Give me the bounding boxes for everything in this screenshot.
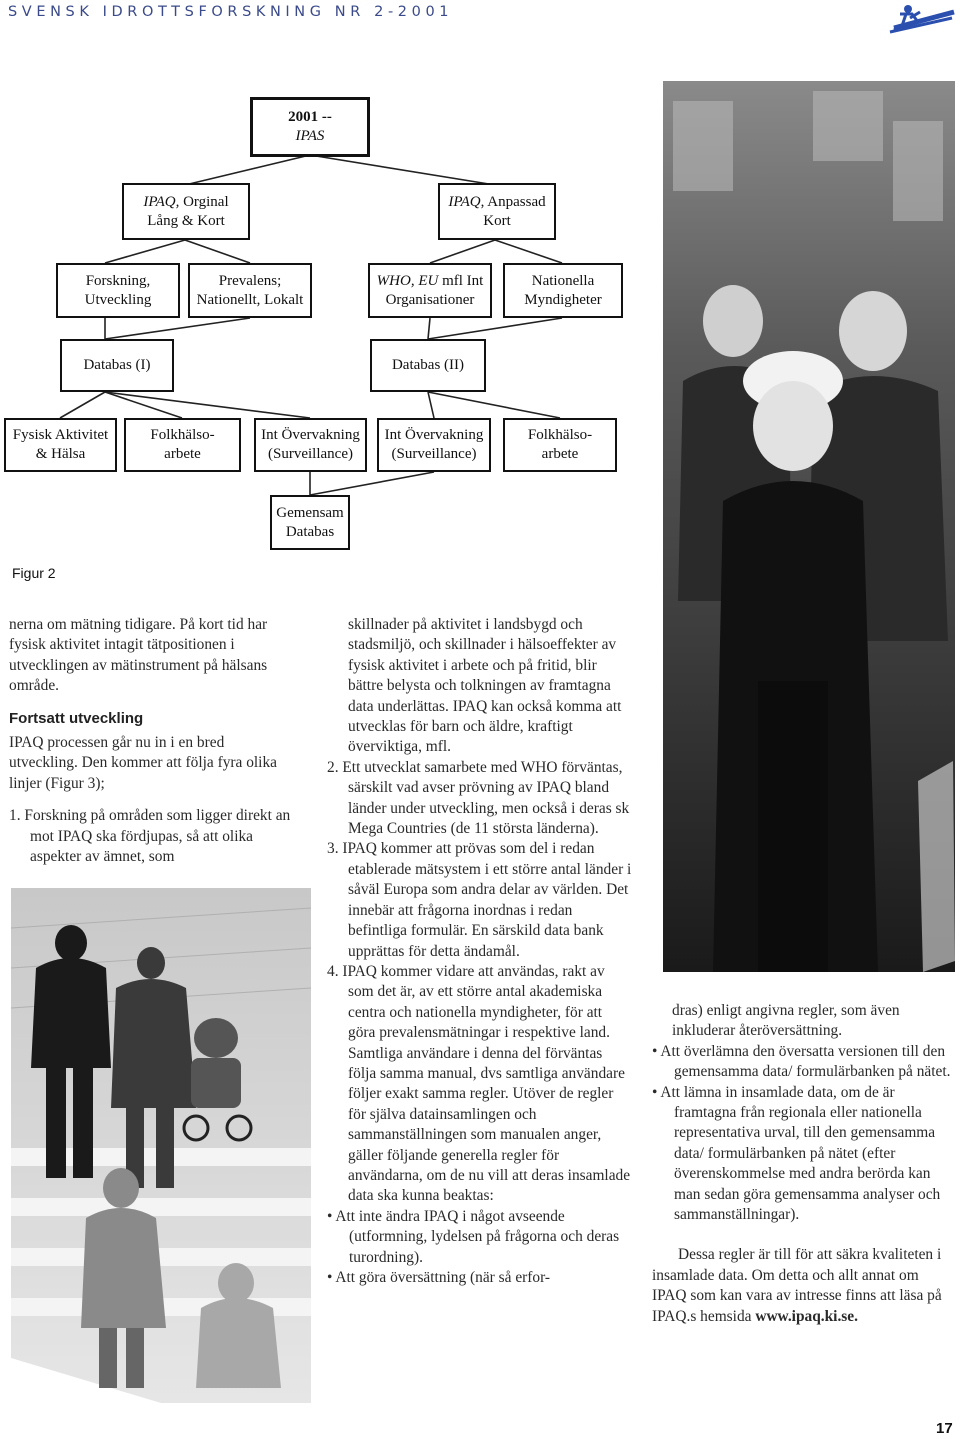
pedestrians-photo: [663, 81, 955, 972]
numbered-item: 4. IPAQ kommer vidare att användas, rakt av som det är, av ett större antal akademiska centra och nationella myndigheter, för att göra prevalensmätningar i respektive land. Samtliga användare i denna del förväntas följa samma manual, dvs samtliga användare följer exakt samma regler. Utöver de regler för själva datainsamlingen och sammanställningen som manualen anger, gäller följande generella regler för användarna, om de nu vill att deras insamlade data ska kunna beaktas:: [327, 962, 631, 1205]
node-text: Kort: [483, 212, 511, 229]
diagram-node-public-health-2: [503, 418, 617, 472]
node-text: IPAQ, Anpassad: [448, 193, 546, 210]
paragraph: skillnader på aktivitet i landsbygd och stadsmiljö, och skillnader i hälsoeffekter av fysisk aktivitet i arbete och på fritid, blir bättre belysta och tolkningen av framtagna data underlättas. IPAQ kan också komma att utvecklas för barn och äldre, kraftigt överviktiga, mfl.: [348, 616, 622, 756]
node-text: Gemensam: [276, 504, 344, 521]
diagram-node-who-eu: [368, 263, 492, 318]
paragraph-text: Dessa regler är till för att säkra kvaliteten i insamlade data. Om detta och allt annat om IPAQ som kan vara av intresse finns att läsa på IPAQ.s hemsida: [652, 1246, 942, 1325]
paragraph: dras) enligt angivna regler, som även inkluderar återöversättning.: [672, 1002, 900, 1040]
diagram-node-research: [56, 263, 180, 318]
bullet-item: • Att göra översättning (när så erfor-: [327, 1269, 551, 1286]
journal-header: SVENSK IDROTTSFORSKNING NR 2-2001: [8, 4, 454, 20]
node-text: Folkhälso-: [527, 427, 593, 443]
figure-caption: Figur 2: [12, 565, 56, 581]
diagram-node-prevalence: [188, 263, 312, 318]
bullet-item: • Att inte ändra IPAQ i något avseende (utformning, lydelsen på frågorna och deras turordning).: [327, 1207, 620, 1266]
diagram-node-2001-ipas: [250, 97, 370, 157]
paragraph: [652, 1245, 954, 1327]
diagram-node-surveillance-1: [254, 418, 367, 472]
node-text: arbete: [541, 446, 579, 462]
node-text: (Surveillance): [391, 446, 477, 462]
bullet-item: • Att överlämna den översatta versionen till den gemensamma data/ formulärbanken på nätet.: [652, 1042, 951, 1081]
bullet-item: • Att lämna in insamlade data, om de är framtagna från regionala eller nationella representativa urval, till den gemensamma data/ formulärbanken på nätet (efter överenskommelse med andra berörda kan man sedan göra gemensamma analyser och sammanställningar).: [652, 1083, 941, 1224]
node-text: IPAS: [295, 128, 325, 144]
node-text: Int Övervakning: [384, 427, 484, 443]
node-text: Folkhälso-: [150, 427, 215, 443]
node-text: Forskning,: [85, 272, 151, 289]
node-text: Nationellt, Lokalt: [196, 291, 304, 308]
node-text: Databas (I): [83, 357, 151, 373]
node-text: Fysisk Aktivitet: [12, 427, 109, 443]
page-number: 17: [936, 1420, 953, 1437]
node-text: Databas (II): [391, 357, 465, 373]
diagram-node-common-database: [270, 495, 350, 550]
node-text: Utveckling: [84, 291, 152, 308]
node-text: Prevalens;: [218, 272, 282, 289]
diagram-node-database-1: [60, 339, 174, 392]
node-text: Organisationer: [385, 291, 475, 308]
node-text: IPAQ, Orginal: [143, 193, 229, 210]
diagram-node-national-agencies: [503, 263, 623, 318]
numbered-item: 3. IPAQ kommer att prövas som del i redan etablerade mätsystem i ett större antal länder i såväl Europa som andra delar av världen. Det innebär att frågorna inordnas i redan befintliga formulär. En särskild data bank upprättas för detta ändamål.: [327, 840, 632, 960]
node-text: Nationella: [531, 272, 595, 289]
diagram-node-physical-activity: [4, 418, 117, 472]
diagram-node-database-2: [370, 339, 486, 392]
node-text: WHO, EU mfl Int: [376, 272, 484, 289]
section-heading: Fortsatt utveckling: [9, 709, 144, 727]
text-column-3: [652, 1001, 954, 1327]
text-column-2: [327, 615, 633, 1288]
node-text: & Hälsa: [35, 446, 86, 462]
node-text: Databas: [285, 523, 335, 540]
text-column-1: [9, 615, 291, 867]
website-link[interactable]: www.ipaq.ki.se.: [755, 1307, 858, 1325]
node-text: (Surveillance): [268, 446, 353, 462]
node-text: Myndigheter: [524, 291, 602, 308]
paragraph: nerna om mätning tidigare. På kort tid har fysisk aktivitet intagit tätpositionen i utvecklingen av mätinstrument på hälsans område.: [9, 616, 268, 695]
node-text: 2001 --: [288, 109, 332, 125]
diagram-node-public-health-1: [124, 418, 241, 472]
diagram-node-surveillance-2: [377, 418, 491, 472]
numbered-item: 2. Ett utvecklat samarbete med WHO förväntas, särskilt vad avser prövning av IPAQ bland länder under utveckling, men också i deras sk Mega Countries (de 11 största länderna).: [327, 758, 630, 838]
node-text: arbete: [164, 446, 201, 462]
diagram-node-ipaq-original: [122, 183, 250, 240]
numbered-item: 1. Forskning på områden som ligger direkt an mot IPAQ ska fördjupas, så att olika aspekter av ämnet, som: [9, 807, 291, 866]
node-text: Lång & Kort: [147, 212, 225, 229]
diagram-node-ipaq-adapted: [438, 183, 556, 240]
street-crossing-photo: [11, 888, 311, 1403]
node-text: Int Övervakning: [261, 427, 360, 443]
paragraph: IPAQ processen går nu in i en bred utveckling. Den kommer att följa fyra olika linjer (Figur 3);: [9, 734, 277, 792]
